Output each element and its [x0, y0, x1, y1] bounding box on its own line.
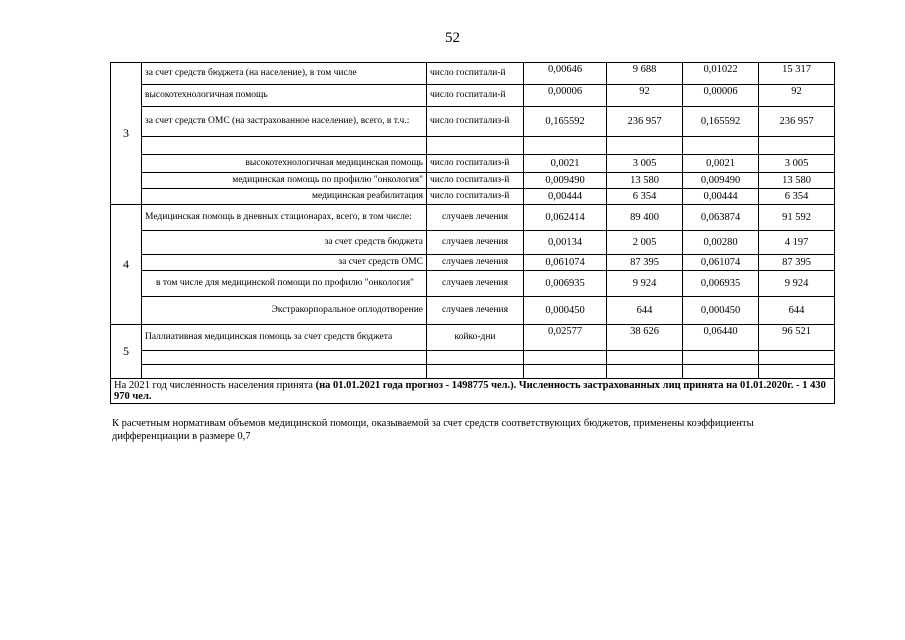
row-value: 0,00280	[683, 231, 759, 255]
row-value: 0,000450	[683, 297, 759, 325]
row-value: 3 005	[759, 155, 835, 173]
row-value: 0,00444	[524, 189, 607, 205]
row-unit: случаев лечения	[427, 255, 524, 271]
row-value: 0,02577	[524, 325, 607, 351]
row-value: 0,0021	[683, 155, 759, 173]
row-value: 0,061074	[524, 255, 607, 271]
row-unit: число госпитализ-й	[427, 189, 524, 205]
row-value: 3 005	[607, 155, 683, 173]
population-note-plain: На 2021 год численность населения принята	[114, 380, 316, 391]
row-value: 6 354	[607, 189, 683, 205]
row-unit: число госпитализ-й	[427, 173, 524, 189]
row-value: 644	[759, 297, 835, 325]
row-description: за счет средств ОМС	[142, 255, 427, 271]
table-row-empty	[111, 137, 835, 155]
table-row	[111, 231, 835, 255]
row-value: 0,00006	[683, 85, 759, 107]
row-value: 0,00646	[524, 63, 607, 85]
row-description: Паллиативная медицинская помощь за счет средств бюджета	[142, 325, 427, 351]
row-value: 9 688	[607, 63, 683, 85]
row-value: 0,006935	[524, 271, 607, 297]
table-row	[111, 205, 835, 231]
row-unit: случаев лечения	[427, 231, 524, 255]
table-row	[111, 63, 835, 85]
volumes-table	[110, 62, 835, 404]
table-row	[111, 271, 835, 297]
row-unit: число госпитали-й	[427, 63, 524, 85]
row-value: 0,009490	[524, 173, 607, 189]
table-row	[111, 297, 835, 325]
table-row	[111, 173, 835, 189]
row-description: Медицинская помощь в дневных стационарах, всего, в том числе:	[142, 205, 427, 231]
row-value: 0,0021	[524, 155, 607, 173]
table-row	[111, 107, 835, 137]
row-value: 0,063874	[683, 205, 759, 231]
row-value: 13 580	[759, 173, 835, 189]
row-value: 0,000450	[524, 297, 607, 325]
row-value: 91 592	[759, 205, 835, 231]
row-description: Экстракорпоральное оплодотворение	[142, 297, 427, 325]
table-note-row	[111, 379, 835, 404]
table-row-empty	[111, 351, 835, 365]
row-value: 0,00444	[683, 189, 759, 205]
group-number: 4	[111, 205, 142, 325]
row-value: 644	[607, 297, 683, 325]
table-row	[111, 255, 835, 271]
row-unit: случаев лечения	[427, 297, 524, 325]
row-description: медицинская реабилитация	[142, 189, 427, 205]
row-unit: случаев лечения	[427, 205, 524, 231]
table-row	[111, 189, 835, 205]
population-note-bold: (на 01.01.2021 года прогноз - 1498775 чел.). Численность застрахованных лиц принята на 01.01.2020г. - 1 430 970 чел.	[114, 380, 826, 402]
row-description: за счет средств бюджета (на население), в том числе	[142, 63, 427, 85]
row-description: высокотехнологичная медицинская помощь	[142, 155, 427, 173]
row-value: 92	[759, 85, 835, 107]
row-value: 0,06440	[683, 325, 759, 351]
row-value: 0,006935	[683, 271, 759, 297]
group-number: 5	[111, 325, 142, 379]
group-number: 3	[111, 63, 142, 205]
row-value: 87 395	[607, 255, 683, 271]
row-description: в том числе для медицинской помощи по профилю "онкология"	[142, 271, 427, 297]
row-value: 96 521	[759, 325, 835, 351]
row-unit: число госпитали-й	[427, 85, 524, 107]
footer-note: К расчетным нормативам объемов медицинской помощи, оказываемой за счет средств соответствующих бюджетов, применены коэффициенты дифференциации в размере 0,7	[112, 418, 754, 442]
table-row	[111, 155, 835, 173]
row-unit: число госпитализ-й	[427, 107, 524, 137]
row-value: 13 580	[607, 173, 683, 189]
row-unit: койко-дни	[427, 325, 524, 351]
row-value: 0,165592	[524, 107, 607, 137]
row-value: 236 957	[607, 107, 683, 137]
page-number: 52	[445, 30, 460, 46]
row-value: 9 924	[759, 271, 835, 297]
row-value: 0,061074	[683, 255, 759, 271]
population-note	[111, 379, 835, 404]
row-unit: число госпитализ-й	[427, 155, 524, 173]
row-description: за счет средств бюджета	[142, 231, 427, 255]
row-value: 236 957	[759, 107, 835, 137]
table-row	[111, 325, 835, 351]
row-value: 0,062414	[524, 205, 607, 231]
row-value: 0,00134	[524, 231, 607, 255]
row-value: 0,009490	[683, 173, 759, 189]
row-description: за счет средств ОМС (на застрахованное население), всего, в т.ч.:	[142, 107, 427, 137]
row-value: 87 395	[759, 255, 835, 271]
row-value: 15 317	[759, 63, 835, 85]
table-row	[111, 85, 835, 107]
row-unit: случаев лечения	[427, 271, 524, 297]
row-value: 38 626	[607, 325, 683, 351]
table-row-empty	[111, 365, 835, 379]
row-value: 0,01022	[683, 63, 759, 85]
row-value: 4 197	[759, 231, 835, 255]
row-description: медицинская помощь по профилю "онкология"	[142, 173, 427, 189]
row-value: 89 400	[607, 205, 683, 231]
row-value: 0,165592	[683, 107, 759, 137]
row-value: 6 354	[759, 189, 835, 205]
row-description: высокотехнологичная помощь	[142, 85, 427, 107]
row-value: 92	[607, 85, 683, 107]
row-value: 9 924	[607, 271, 683, 297]
row-value: 2 005	[607, 231, 683, 255]
row-value: 0,00006	[524, 85, 607, 107]
